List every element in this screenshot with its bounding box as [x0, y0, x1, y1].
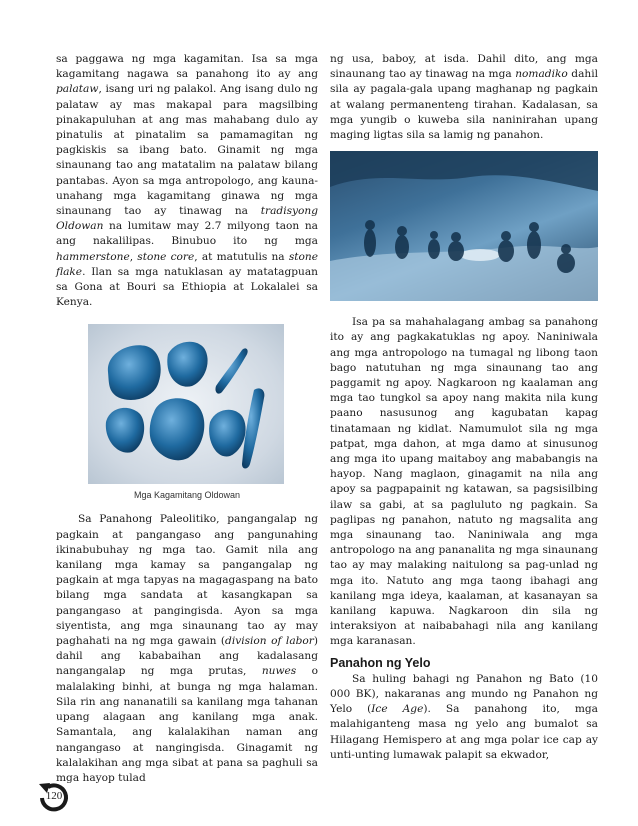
stone-core-shape [108, 346, 161, 401]
paragraph: sa paggawa ng mga kagamitan. Isa sa mga kagamitang nagawa sa panahong ito ay ang palataw, isang uri ng palakol. Ang isang dulo ng palataw ay mas makapal para magsilbing pinakapuluhan at ang mas mahabang dulo ay pinatulis at pinatalim sa pamamagitan ng pagkiskis sa ibang bato. Ginamit ng mga sinaunang tao ang matatalim na palataw bilang pantabas. Ayon sa mga antropologo, ang kauna-unahang mga kagamitang ginawa ng mga sinaunang tao ay tinawag na tradisyong Oldowan na lumitaw may 2.7 milyong taon na ang nakalilipas. Binubuo ito ng mga hammerstone, stone core, at matutulis na stone flake. Ilan sa mga natuklasan ay matatagpuan sa Gona at Bouri sa Ethiopia at Lokalalei sa Kenya. [56, 53, 318, 309]
paragraph: Isa pa sa mahahalagang ambag sa panahong ito ay ang pagkakatuklas ng apoy. Naniniwala ang mga antropologo na tumagal ng libong taon bago natutuhan ng mga sinaunang tao ang paggamit ng apoy. Nagkaroon ng kaalaman ang mga tao tungkol sa apoy nang makita nila kung paano nasusunog ang kagubatan kapag tinatamaan ng kidlat. Namumulot sila ng mga patpat, mga dahon, at mga damo at sinusunog ang mga ito upang maitaboy ang mababangis na hayop. Nang maglaon, ginagamit na nila ang apoy sa pagpapainit ng katawan, sa pagsisilbing ilaw sa gabi, at sa pagluluto ng pagkain. Sa paglipas ng panahon, natuto ng magsalita ang mga sinaunang tao. Naniniwala ang mga antropologo na ang pananalita ng mga sinaunang tao ay may malaking naitulong sa pag-unlad ng mga ito. Natuto ang mga taong ibahagi ang kanilang mga ideya, kaalaman, at kasanayan sa kanilang kapuwa. Nagkaroon din sila ng interaksiyon at naibabahagi nila ang kanilang mga karanasan. [330, 316, 598, 648]
italic-term: Ice Age [371, 703, 424, 716]
paragraph: Sa Panahong Paleolitiko, pangangalap ng pagkain at pangangaso ang pangunahing ikinabubuhay ng mga tao. Gamit nila ang kanilang mga kamay sa pangangalap ng pagkain at mga tapyas na magagaspang na bato bilang mga sandata at kasangkapan sa pangangaso at pangingisda. Ayon sa mga siyentista, ang mga sinaunang tao ay may paghahati na ng mga gawain (division of labor) dahil ang kababaihan ang kadalasang nangangalap ng mga prutas, nuwes o malalaking binhi, at bunga ng mga halaman. Sila rin ang nananatili sa kanilang mga tahanan upang alagaan ang kanilang mga anak. Samantala, ang kalalakihan naman ang nangangaso at nangingisda. Ginagamit ng kalalakihan ang mga sibat at pana sa paghuli sa mga hayop tulad [56, 513, 318, 784]
paragraph: ng usa, baboy, at isda. Dahil dito, ang mga sinaunang tao ay tinawag na mga nomadiko dahil sila ay pagala-gala upang maghanap ng pagkain at walang permanenteng tirahan. Kadalasan, sa mga yungib o kuweba sila naninirahan upang maging ligtas sila sa lamig ng panahon. [330, 53, 598, 142]
hammerstone-shape [150, 399, 205, 461]
cave-dwellers-image [330, 151, 598, 301]
italic-term: nomadiko [515, 68, 568, 81]
italic-term: stone core [137, 250, 195, 263]
stone-tool-shape [209, 410, 245, 457]
section-heading: Panahon ng Yelo [330, 655, 431, 670]
italic-term: hammerstone [56, 250, 130, 263]
page-number-badge [34, 778, 74, 818]
paragraph: Sa huling bahagi ng Panahon ng Bato (10 000 BK), nakaranas ang mundo ng Panahon ng Yelo (Ice Age). Sa panahong ito, mga malahiganteng masa ng yelo ang bumalot sa Hilagang Hemispero at ang mga polar ice cap ay unti-unting lumawak palapit sa ekwador, [330, 672, 598, 761]
italic-term: division of labor [225, 635, 314, 648]
oldowan-tools-image [88, 324, 284, 484]
stone-flake-shape [106, 408, 144, 453]
stone-tool-shape [215, 349, 247, 394]
italic-term: tradisyong Oldowan [56, 205, 318, 233]
italic-term: stone flake [56, 250, 318, 278]
italic-term: palataw [56, 83, 99, 96]
italic-term: nuwes [261, 665, 297, 678]
figure-caption: Mga Kagamitang Oldowan [133, 490, 241, 501]
right-column [330, 52, 598, 763]
page-number: 120 [45, 790, 63, 802]
left-column [56, 52, 318, 786]
stone-tool-shape [167, 342, 207, 387]
